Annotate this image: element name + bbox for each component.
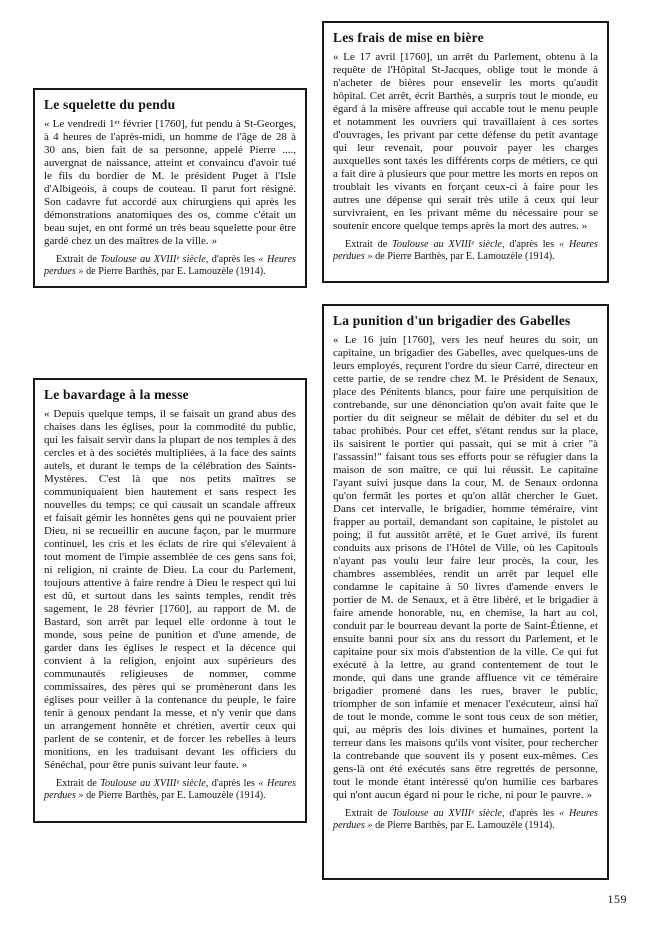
source-prefix: Extrait de — [345, 808, 393, 819]
article-box-punition-brigadier-gabelles — [322, 304, 609, 880]
source-quoted-title: « Heures perdues » — [44, 254, 297, 278]
source-work-title: Toulouse au XVIIIᵉ siècle — [392, 808, 502, 819]
article-body: « Le 17 avril [1760], un arrêt du Parlement, obtenu à la requête de l'Hôpital St-Jacques, oblige tout le monde à n'acheter de bières pour ensevelir les morts qu'audit hôpital. Cet arrêt, écrit Barthès, a surpris tout le monde, eu égard à la misère affreuse qui accable tout le menu peuple et notamment les ouvriers qui travaillaient à ces sortes d'ouvrages, les privant par cette défense du petit avantage qui leur revenait, pour pouvoir payer les charges auxquelles sont taxés les différents corps de métiers, ce qui a fait dire à plusieurs que pour mettre les morts en repos on troublait les vivants en forçant ceux-ci à faire pour les autres une dépense qui serait très utile à ceux qui leur survivraient, en les privant même du nécessaire pour se soutenir encore quelque temps après la mort des autres. » — [333, 51, 598, 232]
source-prefix: Extrait de — [345, 239, 393, 250]
source-work-title: Toulouse au XVIIIᵉ siècle — [100, 254, 206, 265]
source-suffix: de Pierre Barthès, par E. Lamouzèle (1914). — [83, 266, 266, 278]
source-middle: , d'après les — [501, 808, 559, 819]
article-source-note — [44, 254, 296, 279]
article-body: « Le vendredi 1ᵉʳ février [1760], fut pendu à St-Georges, à 4 heures de l'après-midi, un homme de l'âge de 28 à 30 ans, bien fait de sa personne, appelé Pierre ...., auvergnat de naissance, atteint et convaincu d'avoir tué le fils du bordier de M. le président Puget à l'Isle d'Albigeois, à coups de couteau. Il parut fort résigné. Son cadavre fut accordé aux chirurgiens qui après les démonstrations anatomiques des os, comme c'était un beau sujet, en ont formé un très beau squelette pour être gardé chez un des maîtres de la ville. » — [44, 118, 296, 247]
article-title: Le squelette du pendu — [44, 97, 176, 112]
source-work-title: Toulouse au XVIIIᵉ siècle — [392, 239, 502, 250]
article-body: « Depuis quelque temps, il se faisait un grand abus des chaises dans les églises, pour la commodité du public, qui les faisait servir dans la plupart de nos temples à des cercles et à des sociétés multipliées, à la face des saints autels, et durant le temps de la célébration des Saints-Mystères. C'est là que nos petits maîtres se communiquaient bien hautement et sans respect les nouvelles du temps; ce qui causait un scandale affreux et faisait gémir les honnêtes gens qui ne pouvaient prier Dieu, ni se recueillir en aucune façon, par le murmure continuel, les cris et les éclats de rire qui s'élevaient à tout moment de l'impie assemblée de ces gens sans foi, ni religion, ni crainte de Dieu. La cour du Parlement, toujours attentive à faire rendre à Dieu le respect qui lui est dû, et surtout dans les saints temples, rendit très sagement, le 28 février [1760], au rapport de M. de Bastard, son arrêt par lequel elle ordonne à tout le monde, sous peine de punition et d'une amende, de garder dans les églises le respect et la décence qui convient à la religion, enjoint aux supérieurs des communautés religieuses de nommer, comme commissaires, des pères qui se promèneront dans les églises pour veiller à la contenance du peuple, le faire tenir à genoux pendant la messe, et n'y venir que dans un arrangement honnête et chrétien, avertir ceux qui parlent de se contenir, et de forcer les rebelles à leurs monitions, en les traduisant devant les officiers du Sénéchal, pour être punis suivant leur faute. » — [44, 408, 296, 771]
source-prefix: Extrait de — [56, 254, 101, 265]
source-middle: , d'après les — [205, 254, 259, 265]
article-box-frais-mise-en-biere — [322, 21, 609, 283]
article-source-note — [333, 239, 598, 264]
source-middle: , d'après les — [205, 778, 259, 789]
page-number: 159 — [607, 892, 627, 906]
article-body: « Le 16 juin [1760], vers les neuf heures du soir, un capitaine, un brigadier des Gabelles, avec quelques-uns de leurs employés, reçurent l'ordre du sieur Carré, directeur en cette partie, de se rendre chez M. le Président de Senaux, place des Pénitents blancs, pour faire une perquisition de contrebande, sur une dénonciation qu'on avait faite que le portier du dit seigneur se mêlait de débiter du sel et du tabac prohibés. Pour cet effet, s'étant rendus sur la place, ils saisirent le portier qui passait, qui se mit à crier "à l'assassin!" faisant tous ses efforts pour se réfugier dans la maison de son maître, ce qui lui réussit. Le capitaine l'ayant suivi jusque dans la cour, M. de Senaux ordonna qu'on fermât les portes et qu'on allât chercher le Guet. Dans cet intervalle, le brigadier, homme téméraire, vint frapper au portail, demandant son capitaine, le pistolet au poing; il fut aussitôt arrêté, et le Guet arrivé, ils furent conduits aux prisons de l'Hôtel de Ville, où les Capitouls n'ayant pas voulu leur faire leur procès, la cour, les chambres assemblées, rendit un arrêt par lequel elle condamne le capitaine à 50 livres d'amende envers le portier de M. de Senaux, et à être libéré, et le brigadier à faire amende honorable, nu, en chemise, la hart au col, conduit par le bourreau devant la porte de Saint-Étienne, et ensuite banni pour six ans du ressort du Parlement, et le capitaine pour six mois d'abstention de la ville. Ce qui fut exécuté à la lettre, au grand contentement de tout le monde, qui dans une grande affluence vit ce téméraire brigadier promené dans les rues, braver le public, triompher de son infamie et menacer l'exécuteur, ainsi haï de tout le monde, comme le sont tous ceux de son métier, qui, au mépris des lois divines et humaines, portent la terreur dans les maisons qu'ils vont visiter, pour rechercher la contrebande que souvent ils y posent eux-mêmes. Ces gens-là ont été exécutés sans être regrettés de personne, tout le monde étant intéressé qu'on humilie ces barbares qui n'ont aucun égard ni pour le riche, ni pour le pauvre. » — [333, 334, 598, 801]
source-prefix: Extrait de — [56, 778, 101, 789]
source-quoted-title: « Heures perdues » — [333, 239, 598, 263]
article-source-note — [44, 778, 296, 803]
source-quoted-title: « Heures perdues » — [333, 808, 598, 832]
source-work-title: Toulouse au XVIIIᵉ siècle — [100, 778, 206, 789]
source-quoted-title: « Heures perdues » — [44, 778, 297, 802]
article-box-squelette-du-pendu — [33, 88, 307, 288]
source-suffix: de Pierre Barthès, par E. Lamouzèle (1914). — [372, 251, 555, 263]
article-box-bavardage-a-la-messe — [33, 378, 307, 823]
article-title: Les frais de mise en bière — [333, 30, 484, 45]
source-suffix: de Pierre Barthès, par E. Lamouzèle (1914). — [83, 790, 266, 802]
article-title: La punition d'un brigadier des Gabelles — [333, 313, 571, 328]
source-middle: , d'après les — [501, 239, 559, 250]
article-source-note — [333, 808, 598, 833]
article-title: Le bavardage à la messe — [44, 387, 189, 402]
source-suffix: de Pierre Barthès, par E. Lamouzèle (1914). — [372, 820, 555, 832]
